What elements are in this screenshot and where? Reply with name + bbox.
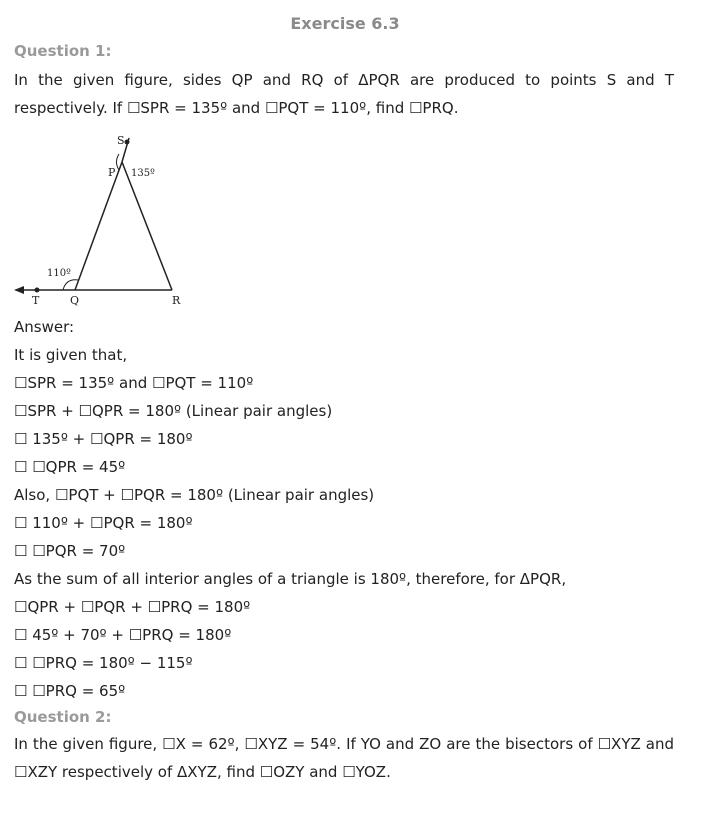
answer-line: ☐ ☐QPR = 45º bbox=[14, 458, 126, 476]
answer-line: ☐SPR = 135º and ☐PQT = 110º bbox=[14, 374, 254, 392]
side-qp bbox=[75, 162, 122, 290]
triangle-figure bbox=[0, 122, 200, 310]
exercise-title: Exercise 6.3 bbox=[290, 14, 400, 33]
point-s bbox=[125, 140, 130, 145]
answer-line: ☐QPR + ☐PQR + ☐PRQ = 180º bbox=[14, 598, 251, 616]
answer-line: Also, ☐PQT + ☐PQR = 180º (Linear pair angles) bbox=[14, 486, 375, 504]
answer-line: As the sum of all interior angles of a triangle is 180º, therefore, for ΔPQR, bbox=[14, 570, 567, 588]
question-2-heading: Question 2: bbox=[14, 708, 112, 726]
question-2-text: In the given figure, ☐X = 62º, ☐XYZ = 54º. If YO and ZO are the bisectors of ☐XYZ and ☐XZY respectively of ΔXYZ, find ☐OZY and ☐YOZ. bbox=[14, 735, 674, 781]
side-pr bbox=[122, 162, 172, 290]
answer-line: ☐ 45º + 70º + ☐PRQ = 180º bbox=[14, 626, 232, 644]
label-r: R bbox=[172, 294, 181, 307]
question-1-heading: Question 1: bbox=[14, 42, 112, 60]
answer-label: Answer: bbox=[14, 318, 75, 336]
answer-line: ☐ 110º + ☐PQR = 180º bbox=[14, 514, 193, 532]
answer-line: ☐ ☐PRQ = 180º − 115º bbox=[14, 654, 193, 672]
label-t: T bbox=[32, 294, 40, 307]
question-1-text: In the given figure, sides QP and RQ of ΔPQR are produced to points S and T respectively. If ☐SPR = 135º and ☐PQT = 110º, find ☐PRQ. bbox=[14, 71, 674, 117]
angle-label-p: 135º bbox=[131, 168, 155, 179]
angle-label-q: 110º bbox=[47, 268, 71, 279]
label-q: Q bbox=[70, 294, 80, 307]
answer-line: It is given that, bbox=[14, 346, 128, 364]
label-p: P bbox=[108, 166, 116, 179]
point-t bbox=[35, 288, 40, 293]
answer-line: ☐SPR + ☐QPR = 180º (Linear pair angles) bbox=[14, 402, 333, 420]
label-s: S bbox=[117, 134, 125, 147]
angle-arc-p bbox=[117, 154, 120, 170]
arrow-head-left bbox=[14, 286, 24, 294]
answer-line: ☐ ☐PRQ = 65º bbox=[14, 682, 126, 700]
answer-line: ☐ ☐PQR = 70º bbox=[14, 542, 126, 560]
answer-line: ☐ 135º + ☐QPR = 180º bbox=[14, 430, 193, 448]
